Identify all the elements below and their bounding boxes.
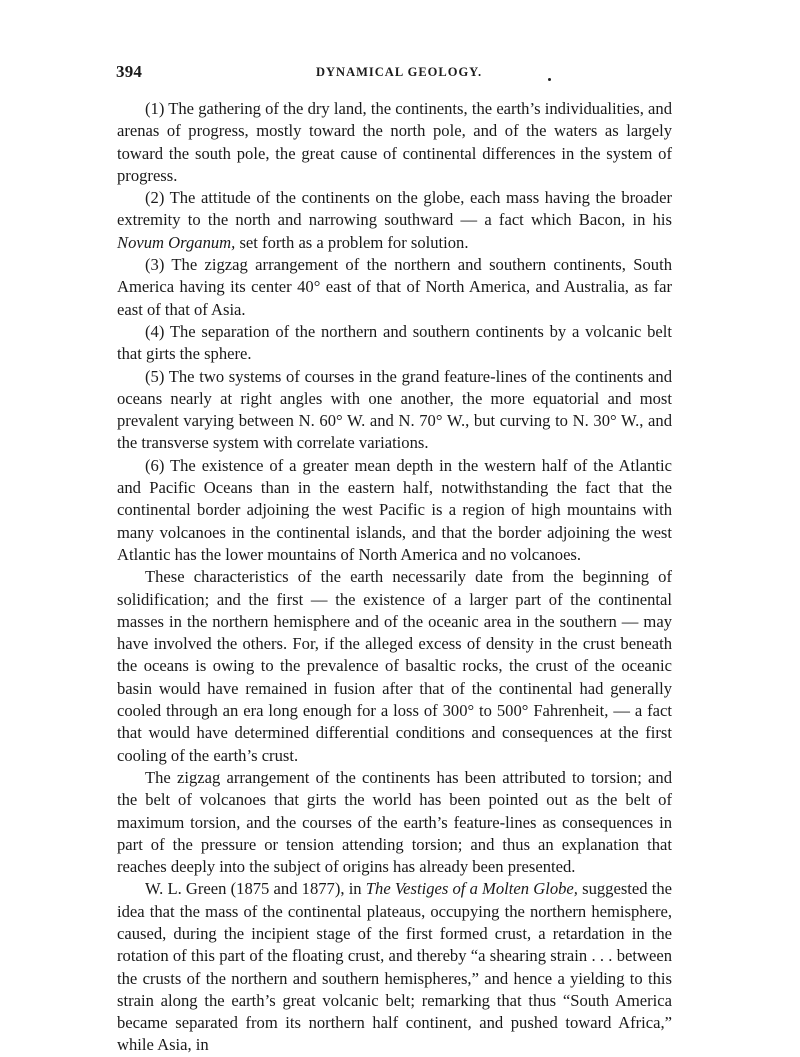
page-header	[116, 62, 672, 84]
paragraph-9-text-a: W. L. Green (1875 and 1877), in	[145, 879, 366, 899]
running-head: DYNAMICAL GEOLOGY.	[316, 65, 483, 79]
paragraph-2	[117, 187, 672, 254]
print-speck	[548, 78, 551, 81]
page-number: 394	[116, 62, 143, 81]
paragraph-8: The zigzag arrangement of the continents has been attributed to torsion; and the belt of volcanoes that girts the world has been pointed out as the belt of maximum torsion, and the courses of the earth’s feature-lines as consequences in part of the pressure or tension attending torsion; and thus an explanation that reaches deeply into the subject of origins has already been presented.	[117, 767, 672, 877]
paragraph-9	[117, 878, 672, 1056]
paragraph-3: (3) The zigzag arrangement of the northern and southern continents, South America having its center 40° east of that of North America, and Australia, as far east of that of Asia.	[117, 255, 672, 319]
book-title-novum-organum: Novum Organum,	[117, 232, 236, 252]
paragraph-9-text-b: suggested the idea that the mass of the continental plateaus, occupying the northern hemisphere, caused, during the incipient stage of the first formed crust, a retardation in the rotation of this part of the floating crust, and thereby “a shearing strain . . . between the crusts of the northern and southern hemispheres,” and hence a yielding to this strain along the earth’s great volcanic belt; remarking that thus “South America became separated from its northern half continent, and pushed toward Africa,” while Asia, in	[117, 879, 673, 1055]
paragraph-6: (6) The existence of a greater mean depth in the western half of the Atlantic and Pacific Oceans than in the eastern half, notwithstanding the fact that the continental border adjoining the west Pacific is a region of high mountains with many volcanoes in the continental islands, and that the border adjoining the west Atlantic has the lower mountains of North America and no volcanoes.	[117, 455, 672, 564]
paragraph-1: (1) The gathering of the dry land, the continents, the earth’s individualities, and arenas of progress, mostly toward the north pole, and of the waters as largely toward the south pole, the great cause of continental differences in the system of progress.	[117, 99, 672, 185]
paragraph-4: (4) The separation of the northern and southern continents by a volcanic belt that girts the sphere.	[117, 321, 672, 364]
paragraph-2-text-a: (2) The attitude of the continents on the globe, each mass having the broader extremity to the north and narrowing southward — a fact which Bacon, in his	[117, 188, 672, 230]
body-text	[117, 98, 672, 1057]
book-title-vestiges: The Vestiges of a Molten Globe,	[365, 879, 578, 899]
paragraph-2-text-b: set forth as a problem for solution.	[235, 232, 469, 252]
paragraph-5: (5) The two systems of courses in the grand feature-lines of the continents and oceans nearly at right angles with one another, the more equatorial and most prevalent varying between N. 60° W. and N. 70° W., but curving to N. 30° W., and the transverse system with correlate variations.	[117, 366, 672, 453]
paragraph-7: These characteristics of the earth necessarily date from the beginning of solidification; and the first — the existence of a larger part of the continental masses in the northern hemisphere and of the oceanic area in the southern — may have involved the others. For, if the alleged excess of density in the crust beneath the oceans is owing to the prevalence of basaltic rocks, the crust of the oceanic basin would have remained in fusion after that of the continental had generally cooled through an era long enough for a loss of 300° to 500° Fahrenheit, — a fact that would have determined differential conditions and consequences at the first cooling of the earth’s crust.	[117, 567, 672, 765]
